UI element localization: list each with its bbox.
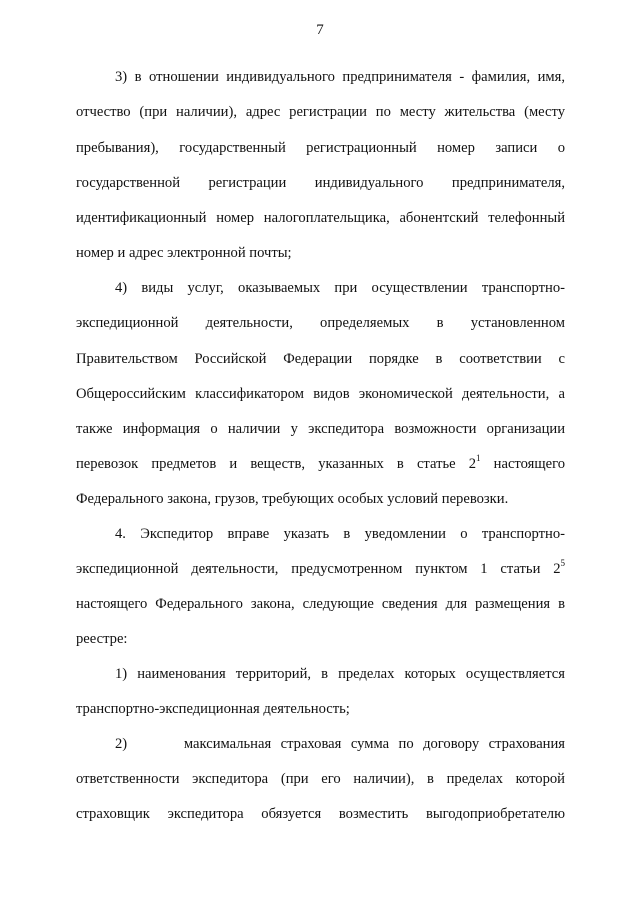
text-line: 2) максимальная страховая сумма по договору страхования — [115, 736, 565, 752]
text-line: страховщик экспедитора обязуется возместить выгодоприобретателю — [76, 806, 565, 822]
text-line: пребывания), государственный регистрационный номер записи о — [76, 140, 565, 156]
text-line: номер и адрес электронной почты; — [76, 245, 292, 261]
text-line: государственной регистрации индивидуального предпринимателя, — [76, 175, 565, 191]
superscript: 5 — [560, 558, 565, 569]
text-line: транспортно-экспедиционная деятельность; — [76, 701, 350, 717]
text-line: 3) в отношении индивидуального предпринимателя - фамилия, имя, — [115, 69, 565, 85]
text-line: идентификационный номер налогоплательщика, абонентский телефонный — [76, 210, 565, 226]
text-line: ответственности экспедитора (при его наличии), в пределах которой — [76, 771, 565, 787]
page-number: 7 — [316, 22, 324, 38]
text-line: экспедиционной деятельности, определяемых в установленном — [76, 315, 565, 331]
text-line-with-superscript — [76, 560, 565, 578]
text-fragment: перевозок предметов и веществ, указанных в статье 2 — [76, 456, 477, 472]
text-line: 1) наименования территорий, в пределах которых осуществляется — [115, 666, 565, 682]
text-line: 4) виды услуг, оказываемых при осуществлении транспортно- — [115, 280, 565, 296]
text-fragment: экспедиционной деятельности, предусмотренном пунктом 1 статьи 2 — [76, 561, 561, 577]
text-fragment: настоящего — [493, 456, 565, 472]
text-line: Федерального закона, грузов, требующих особых условий перевозки. — [76, 491, 509, 507]
text-line: Правительством Российской Федерации порядке в соответствии с — [76, 351, 565, 367]
text-line: Общероссийским классификатором видов экономической деятельности, а — [76, 386, 565, 402]
text-line: 4. Экспедитор вправе указать в уведомлении о транспортно- — [115, 526, 565, 542]
text-line: также информация о наличии у экспедитора возможности организации — [76, 421, 565, 437]
text-line: настоящего Федерального закона, следующие сведения для размещения в — [76, 596, 565, 612]
text-line: отчество (при наличии), адрес регистрации по месту жительства (месту — [76, 104, 565, 120]
text-line-with-superscript — [76, 455, 565, 473]
text-line: реестре: — [76, 631, 128, 647]
superscript: 1 — [476, 453, 481, 464]
